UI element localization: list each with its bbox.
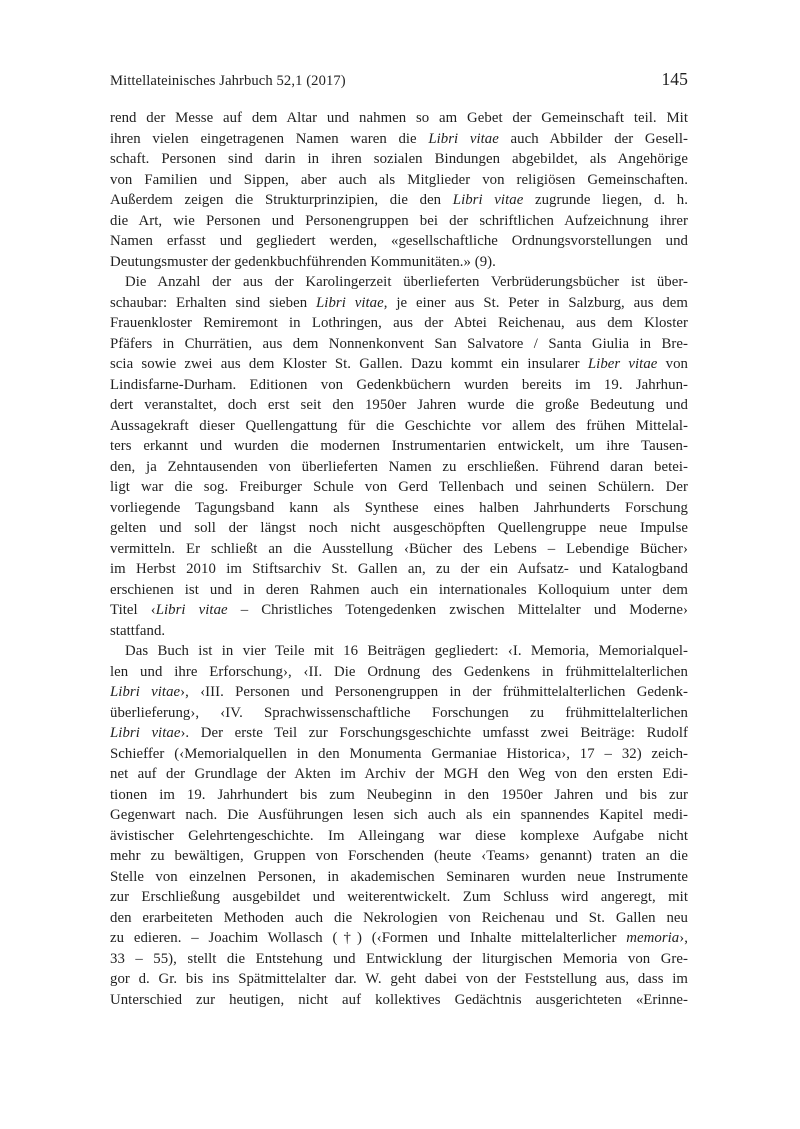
text-line: vermitteln. Er schließt an die Ausstellung ‹Bücher des Lebens – Lebendige Bücher› (110, 540, 688, 557)
text-line: zu edieren. – Joachim Wollasch (†) (‹Formen und Inhalte mittelalterlicher memoria›, (110, 930, 688, 946)
journal-title: Mittellateinisches Jahrbuch 52,1 (2017) (110, 73, 346, 89)
text-line: überlieferung›, ‹IV. Sprachwissenschaftliche Forschungen zu frühmittelalterlichen (110, 704, 688, 721)
text-line: rend der Messe auf dem Altar und nahmen so am Gebet der Gemeinschaft teil. Mit (110, 110, 688, 126)
text-line: Libri vitae›. Der erste Teil zur Forschungsgeschichte umfasst zwei Beiträge: Rudolf (110, 725, 688, 741)
text-line: Das Buch ist in vier Teile mit 16 Beiträgen gegliedert: ‹I. Memoria, Memorialquel- (125, 643, 688, 659)
text-line: Gegenwart nach. Die Ausführungen lesen sich auch als ein spannendes Kapitel medi- (110, 807, 688, 823)
text-line: Außerdem zeigen die Strukturprinzipien, die den Libri vitae zugrunde liegen, d. h. (110, 192, 688, 208)
text-line: scia sowie zwei aus dem Kloster St. Gallen. Dazu kommt ein insularer Liber vitae von (110, 356, 688, 372)
text-line: Pfäfers in Churrätien, aus dem Nonnenkonvent San Salvatore / Santa Giulia in Bre- (110, 335, 688, 352)
text-line: ters erkannt und wurden die modernen Instrumentarien entwickelt, um ihre Tausen- (110, 438, 688, 454)
text-line: den erarbeiteten Methoden auch die Nekrologien von Reichenau und St. Gallen neu (110, 909, 688, 926)
text-line: gor d. Gr. bis ins Spätmittelalter dar. W. geht dabei von der Feststellung aus, dass im (110, 971, 688, 987)
text-line: Lindisfarne-Durham. Editionen von Gedenkbüchern wurden bereits im 19. Jahrhun- (110, 376, 688, 393)
text-line: Schieffer (‹Memorialquellen in den Monumenta Germaniae Historica›, 17 – 32) zeich- (110, 745, 688, 762)
text-line: 33 – 55), stellt die Entstehung und Entwicklung der liturgischen Memoria von Gre- (110, 950, 688, 967)
text-line: erschienen ist und in deren Rahmen auch ein internationales Kolloquium unter dem (110, 581, 688, 598)
text-line: stattfand. (110, 622, 166, 639)
text-line: Frauenkloster Remiremont in Lothringen, aus der Abtei Reichenau, aus dem Kloster (110, 315, 688, 331)
text-line: ävistischer Gelehrtengeschichte. Im Alleingang war diese komplexe Aufgabe nicht (110, 827, 688, 844)
paragraph (110, 272, 688, 641)
text-line: gelten und soll der längst noch nicht ausgeschöpften Quellengruppe neue Impulse (110, 520, 688, 536)
page-body (110, 108, 688, 1010)
page-number: 145 (661, 69, 688, 89)
text-line: schaubar: Erhalten sind sieben Libri vitae, je einer aus St. Peter in Salzburg, aus dem (110, 294, 688, 311)
text-line: dert veranstaltet, doch erst seit den 1950er Jahren wurde die große Bedeutung und (110, 397, 688, 413)
text-line: zur Erschließung ausgebildet und weiterentwickelt. Zum Schluss wird angeregt, mit (110, 889, 688, 905)
running-header (110, 69, 688, 91)
paragraph (110, 108, 688, 272)
text-line: Unterschied zur heutigen, nicht auf kollektives Gedächtnis ausgerichteten «Erinne- (110, 991, 688, 1008)
text-line: von Familien und Sippen, aber auch als Mitglieder von religiösen Gemeinschaften. (110, 171, 688, 188)
paragraph (110, 641, 688, 1010)
text-line: ihren vielen eingetragenen Namen waren die Libri vitae auch Abbilder der Gesell- (110, 130, 688, 147)
text-line: Titel ‹Libri vitae – Christliches Totengedenken zwischen Mittelalter und Moderne› (110, 602, 688, 618)
text-line: im Herbst 2010 im Stiftsarchiv St. Gallen an, zu der ein Aufsatz- und Katalogband (110, 561, 688, 577)
text-line: Deutungsmuster der gedenkbuchführenden Kommunitäten.» (9). (110, 253, 496, 270)
text-line: Namen erfasst und gegliedert werden, «gesellschaftliche Ordnungsvorstellungen und (110, 233, 688, 249)
text-line: len und ihre Erforschung›, ‹II. Die Ordnung des Gedenkens in frühmittelalterlichen (110, 663, 688, 680)
text-line: die Art, wie Personen und Personengruppen bei der schriftlichen Aufzeichnung ihrer (110, 212, 688, 229)
text-line: ligt war die sog. Freiburger Schule von Gerd Tellenbach und seinen Schülern. Der (110, 479, 688, 495)
text-line: vorliegende Tagungsband kann als Synthese eines halben Jahrhunderts Forschung (110, 499, 688, 516)
text-line: net auf der Grundlage der Akten im Archiv der MGH den Weg von den ersten Edi- (110, 766, 688, 782)
text-line: Libri vitae›, ‹III. Personen und Personengruppen in der frühmittelalterlichen Gedenk- (110, 684, 688, 700)
text-line: mehr zu bewältigen, Gruppen von Forschenden (heute ‹Teams› genannt) traten an die (110, 848, 688, 864)
text-line: schaft. Personen sind darin in ihren sozialen Bindungen abgebildet, als Angehörige (110, 151, 688, 167)
text-line: den, ja Zehntausenden von überlieferten Namen zu erschließen. Führend daran betei- (110, 458, 688, 475)
text-line: Die Anzahl der aus der Karolingerzeit überlieferten Verbrüderungsbücher ist über- (125, 274, 688, 290)
text-line: Stelle von einzelnen Personen, in akademischen Seminaren wurden neue Instrumente (110, 868, 688, 885)
text-line: Aussagekraft dieser Quellengattung für die Geschichte vor allem des frühen Mittelal- (110, 417, 688, 434)
text-line: tionen im 19. Jahrhundert bis zum Neubeginn in den 1950er Jahren und bis zur (110, 786, 688, 803)
